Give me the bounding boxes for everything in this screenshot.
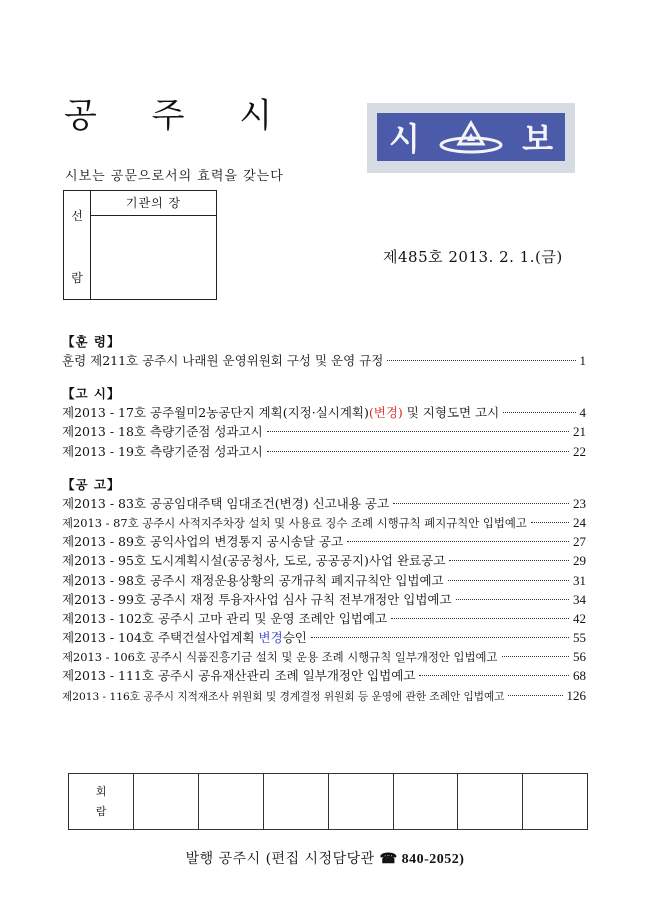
signature-cell (328, 774, 393, 830)
leader-dots (387, 360, 575, 361)
toc-entry[interactable] (62, 494, 586, 513)
toc-entry-title: 제2013 - 111호 공주시 공유재산관리 조례 일부개정안 입법예고 (62, 668, 416, 684)
toc-entry-title: 제2013 - 83호 공공임대주택 임대조건(변경) 신고내용 공고 (62, 495, 390, 511)
toc-entry-title: 제2013 - 95호 도시계획시설(공공청사, 도로, 공공공지)사업 완료공고 (62, 553, 446, 569)
leader-dots (393, 503, 569, 504)
toc-entry-page: 21 (573, 424, 586, 440)
toc-entry-title: 훈령 제211호 공주시 나래원 운영위원회 구성 및 운영 규정 (62, 353, 384, 368)
toc-entry-page: 1 (579, 353, 586, 368)
logo-left-char: 시 (389, 120, 420, 158)
leader-dots (267, 431, 569, 432)
signature-cell (523, 774, 588, 830)
leader-dots (391, 618, 569, 619)
toc-entry[interactable] (62, 442, 586, 461)
toc-entry[interactable] (62, 628, 586, 647)
publisher-footer: 발행 공주시 (편집 시정담당관 ☎ 840-2052) (185, 851, 465, 867)
toc-entry[interactable] (62, 403, 586, 422)
approval-side-top: 선 (71, 209, 83, 223)
toc-entry-title: 제2013 - 102호 공주시 고마 관리 및 운영 조례안 입법예고 (62, 610, 388, 626)
section-heading-gonggo: 【공 고】 (62, 476, 121, 492)
leader-dots (347, 541, 569, 542)
approval-side-bottom: 람 (71, 271, 83, 285)
toc-entry[interactable] (62, 532, 586, 551)
highlight-change: (변경) (368, 405, 403, 421)
circulation-label: 회 람 (69, 774, 134, 830)
toc-entry-page: 24 (573, 514, 586, 530)
signature-cell (393, 774, 458, 830)
logo-right-char: 보 (522, 120, 553, 158)
subtitle: 시보는 공문으로서의 효력을 갖는다 (65, 169, 284, 184)
signature-cell (263, 774, 328, 830)
toc-entry-title: 제2013 - 106호 공주시 식품진흥기금 설치 및 운용 조례 시행규칙 일부개정안 입법예고 (62, 650, 498, 665)
toc-entry-page: 56 (573, 649, 586, 665)
toc-entry-title: 제2013 - 99호 공주시 재정 투융자사업 심사 규칙 전부개정안 입법예고 (62, 591, 452, 607)
toc-entry-page: 42 (573, 610, 586, 626)
toc-entry-page: 22 (573, 443, 586, 459)
leader-dots (419, 675, 569, 676)
signature-cell (199, 774, 264, 830)
toc-entry-title: 제2013 - 98호 공주시 재정운용상황의 공개규칙 폐지규칙안 입법예고 (62, 572, 444, 588)
leader-dots (531, 522, 569, 523)
approval-box (63, 190, 217, 300)
approval-head: 기관의 장 (91, 191, 216, 216)
toc-entry-title: 제2013 - 89호 공익사업의 변경통지 공시송달 공고 (62, 534, 344, 550)
leader-dots (502, 656, 569, 657)
toc-entry-title: 제2013 - 87호 공주시 사적지주차장 설치 및 사용료 징수 조례 시행규칙 폐지규칙안 입법예고 (62, 515, 527, 530)
leader-dots (267, 451, 569, 452)
signature-cell (458, 774, 523, 830)
section-heading-gosi: 【고 시】 (62, 386, 121, 402)
toc-entry[interactable] (62, 647, 586, 666)
leader-dots (449, 560, 569, 561)
toc-entry-page: 55 (573, 630, 586, 646)
toc-entry[interactable] (62, 590, 586, 609)
leader-dots (311, 637, 569, 638)
leader-dots (508, 695, 562, 696)
issue-number-date: 제485호 2013. 2. 1.(금) (383, 248, 563, 266)
toc-entry-page: 29 (573, 553, 586, 569)
toc-entry-title: 제2013 - 17호 공주월미2농공단지 계획(지정·실시계획)(변경) 및 지형도면 고시 (62, 405, 500, 421)
toc-entry-page: 31 (573, 572, 586, 588)
telephone-icon: ☎ (379, 852, 398, 867)
toc-entry-page: 27 (573, 534, 586, 550)
sibo-logo (367, 103, 575, 173)
signature-cell (134, 774, 199, 830)
table-of-contents (62, 332, 586, 705)
toc-entry-title: 제2013 - 104호 주택건설사업계획 변경승인 (62, 630, 307, 646)
toc-entry-title: 제2013 - 116호 공주시 지적재조사 위원회 및 경계결정 위원회 등 운영에 관한 조례안 입법예고 (62, 690, 505, 703)
circulation-table (68, 773, 588, 830)
toc-entry-title: 제2013 - 19호 측량기준점 성과고시 (62, 443, 263, 459)
toc-entry-page: 34 (573, 591, 586, 607)
page-title: 공 주 시 (64, 96, 295, 136)
leader-dots (448, 580, 569, 581)
toc-entry[interactable] (62, 513, 586, 532)
toc-entry-title: 제2013 - 18호 측량기준점 성과고시 (62, 424, 263, 440)
highlight-change: 변경 (258, 630, 283, 646)
approval-side (64, 191, 91, 299)
toc-entry[interactable] (62, 686, 586, 705)
toc-entry[interactable] (62, 351, 586, 370)
leader-dots (456, 599, 569, 600)
toc-entry[interactable] (62, 666, 586, 685)
toc-entry-page: 126 (566, 687, 586, 703)
toc-entry[interactable] (62, 422, 586, 441)
toc-entry[interactable] (62, 609, 586, 628)
toc-entry[interactable] (62, 551, 586, 570)
mountain-ripple-icon (438, 120, 504, 154)
toc-entry-page: 68 (573, 668, 586, 684)
toc-entry-page: 23 (573, 495, 586, 511)
toc-entry[interactable] (62, 571, 586, 590)
leader-dots (503, 412, 575, 413)
toc-entry-page: 4 (579, 405, 586, 421)
section-heading-hunryeong: 【훈 령】 (62, 334, 121, 349)
